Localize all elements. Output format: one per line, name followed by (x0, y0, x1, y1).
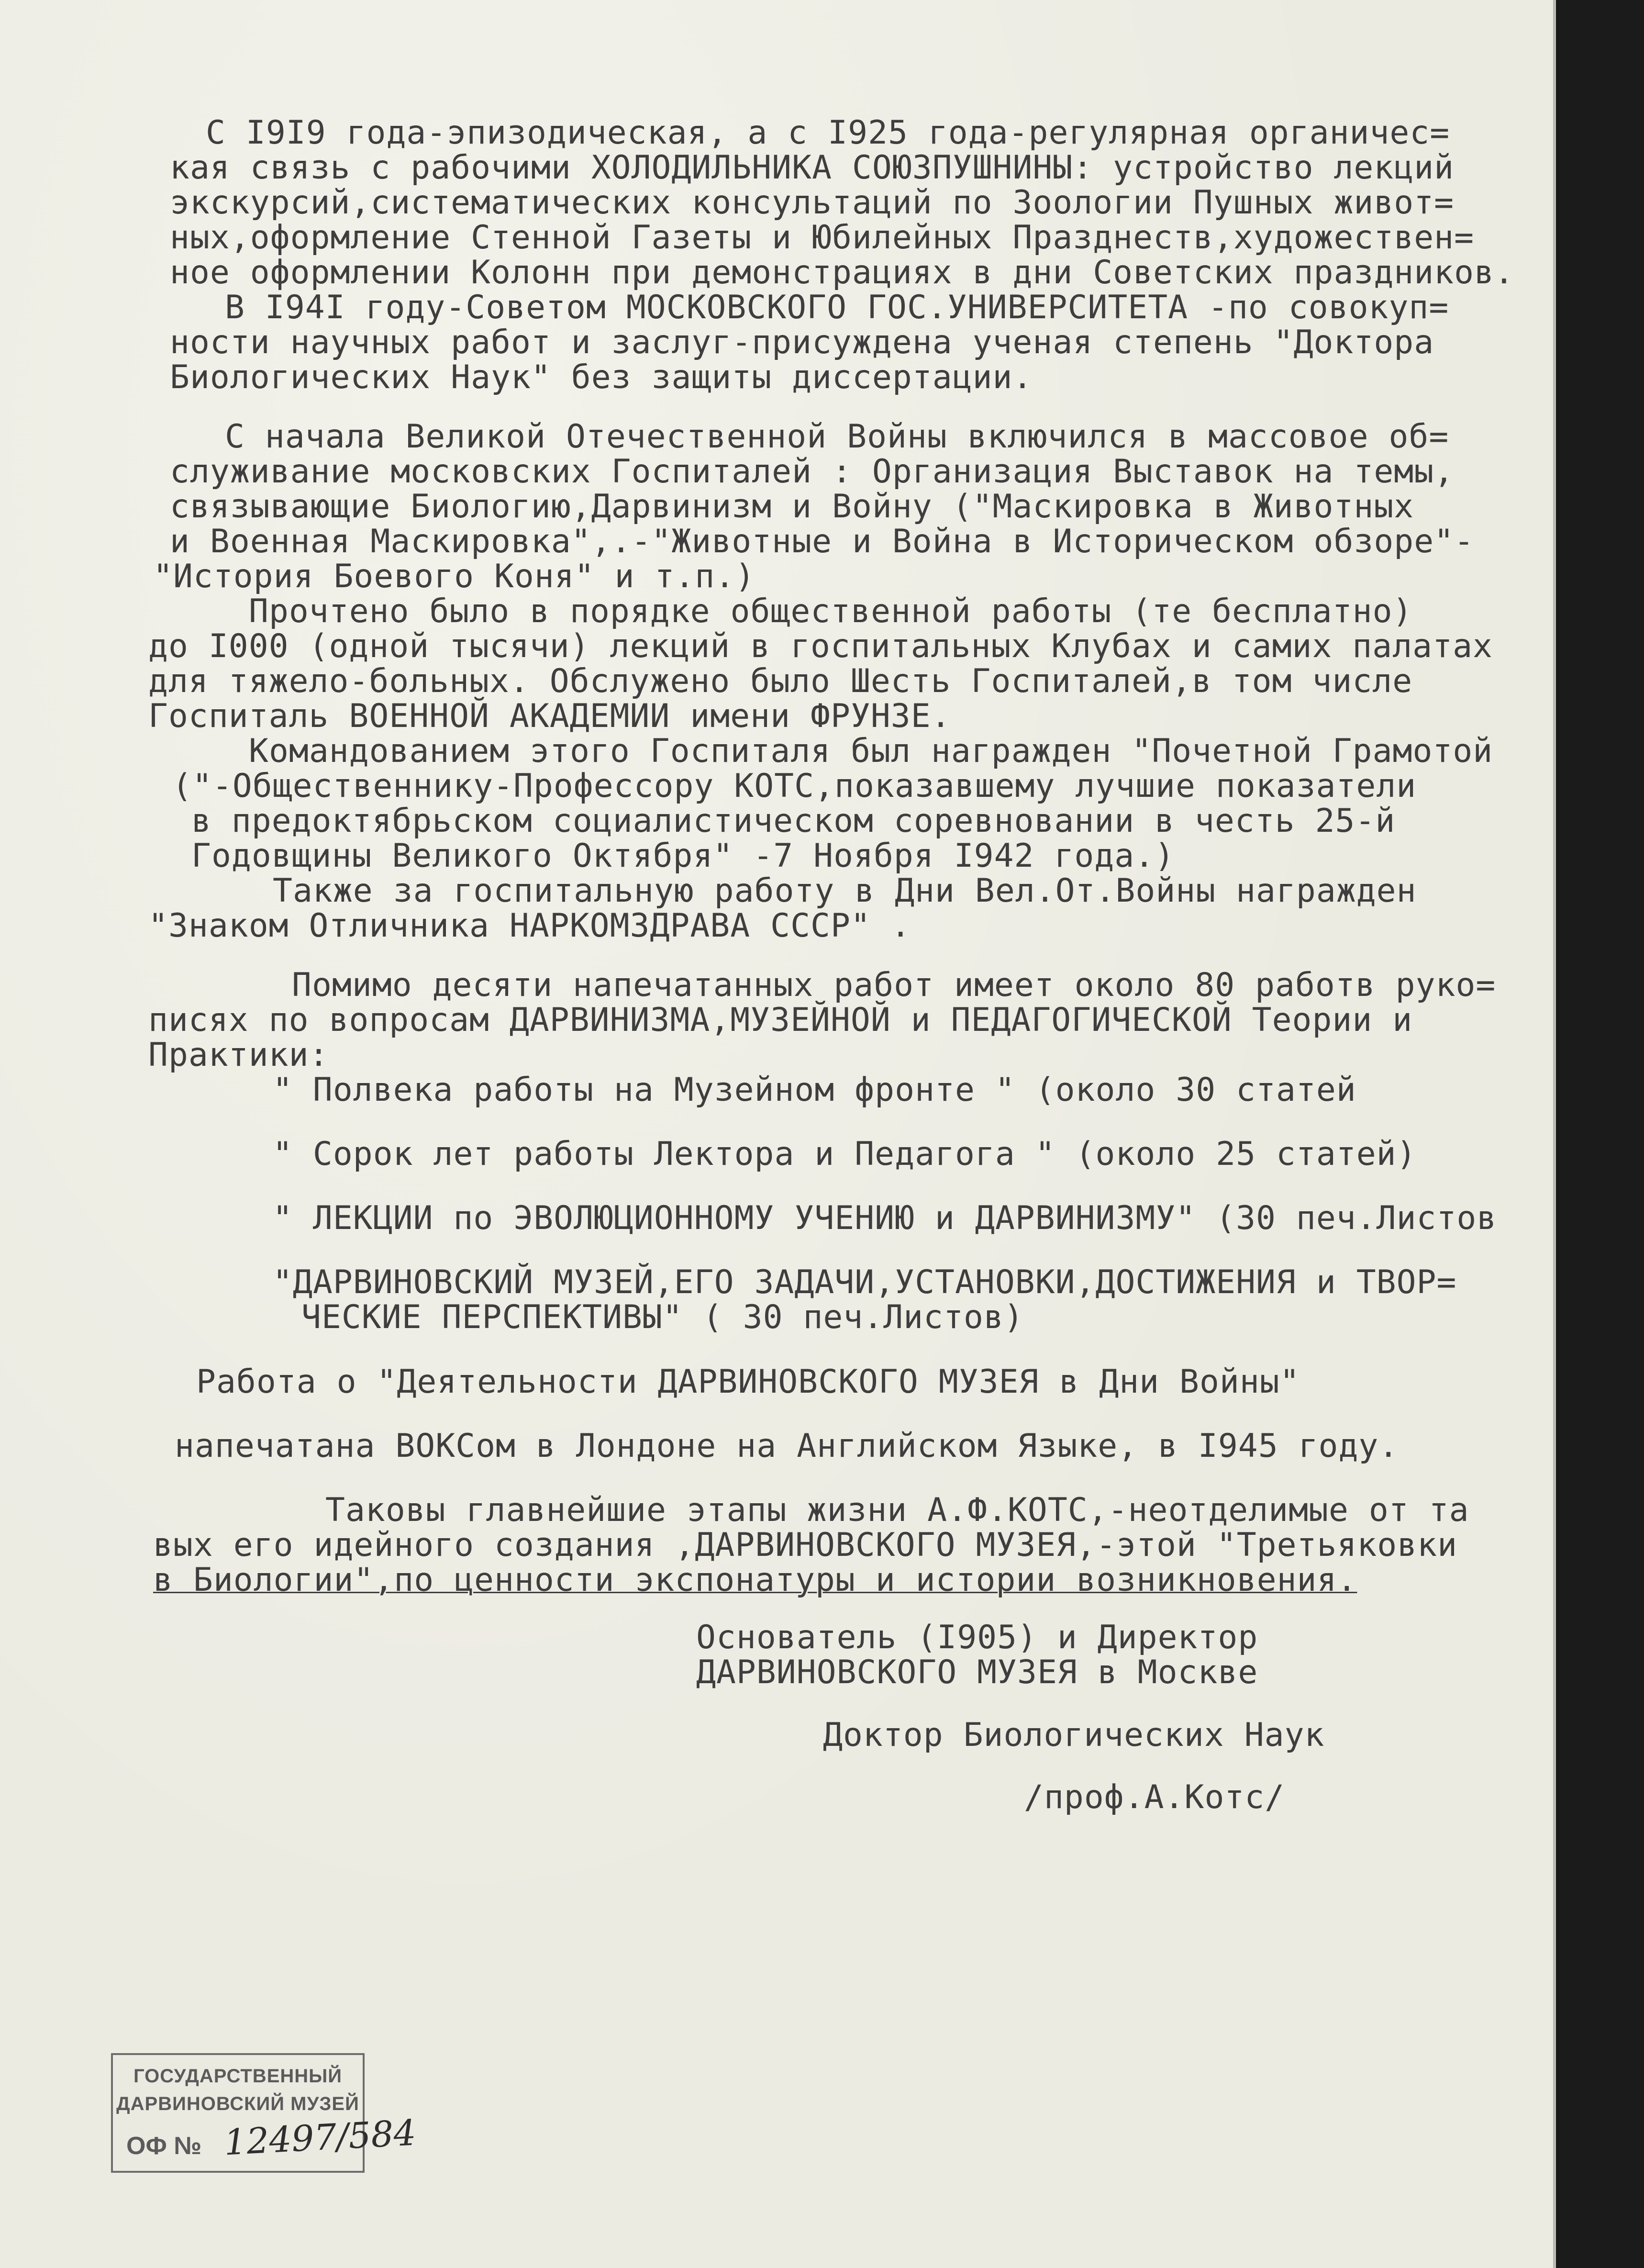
signature-name: /проф.А.Котс/ (1024, 1778, 1285, 1816)
text-line: ности научных работ и заслуг-присуждена ученая степень "Доктора (170, 324, 1434, 361)
text-line: в предоктябрьском социалистическом соревновании в честь 25-й (191, 802, 1396, 840)
text-line: кая связь с рабочими ХОЛОДИЛЬНИКА СОЮЗПУШНИНЫ: устройство лекций (170, 149, 1455, 187)
text-line: ное оформлении Колонн при демонстрациях в дни Советских праздников. (170, 254, 1514, 291)
text-line: писях по вопросам ДАРВИНИЗМА,МУЗЕЙНОЙ и ПЕДАГОГИЧЕСКОЙ Теории и (148, 1001, 1413, 1039)
text-line: до I000 (одной тысячи) лекций в госпитальных Клубах и самих палатах (148, 627, 1493, 665)
text-line: вых его идейного создания ,ДАРВИНОВСКОГО МУЗЕЯ,-этой "Третьяковки (153, 1526, 1458, 1564)
text-line: Таковы главнейшие этапы жизни А.Ф.КОТС,-неотделимые от та (325, 1491, 1469, 1529)
stamp-handwritten-number: 12497/584 (223, 2112, 417, 2164)
text-line: Биологических Наук" без защиты диссертации. (170, 358, 1033, 396)
text-line: Также за госпитальную работу в Дни Вел.От.Войны награжден (273, 872, 1417, 910)
archive-stamp (111, 2053, 417, 2173)
text-line: " Полвека работы на Музейном фронте " (около 30 статей (273, 1071, 1356, 1109)
text-line: для тяжело-больных. Обслужено было Шесть Госпиталей,в том числе (148, 662, 1413, 700)
text-line: Помимо десяти напечатанных работ имеет около 80 работв руко= (292, 966, 1496, 1004)
text-line: "Знаком Отличника НАРКОМЗДРАВА СССР" . (148, 907, 911, 945)
page-edge-shadow (1553, 0, 1561, 2268)
text-line: "История Боевого Коня" и т.п.) (153, 558, 755, 595)
text-line: В I94I году-Советом МОСКОВСКОГО ГОС.УНИВЕРСИТЕТА -по совокуп= (225, 289, 1449, 326)
text-line: ЧЕСКИЕ ПЕРСПЕКТИВЫ" ( 30 печ.Листов) (301, 1298, 1024, 1336)
text-line: Годовщины Великого Октября" -7 Ноября I942 года.) (191, 837, 1175, 875)
stamp-line-2: ДАРВИНОВСКИЙ МУЗЕЙ (116, 2093, 359, 2114)
text-line: " Сорок лет работы Лектора и Педагога " (около 25 статей) (273, 1135, 1417, 1173)
signature-degree: Доктор Биологических Наук (823, 1716, 1325, 1754)
text-line: экскурсий,систематических консультаций по Зоологии Пушных живот= (170, 184, 1455, 222)
text-line: С I9I9 года-эпизодическая, а с I925 года-регулярная органичес= (206, 114, 1450, 152)
text-line: Командованием этого Госпиталя был награжден "Почетной Грамотой (249, 732, 1493, 770)
text-line: и Военная Маскировка",.-"Животные и Война в Историческом обзоре"- (170, 523, 1475, 560)
text-line: "ДАРВИНОВСКИЙ МУЗЕЙ,ЕГО ЗАДАЧИ,УСТАНОВКИ,ДОСТИЖЕНИЯ и ТВОР= (273, 1263, 1457, 1301)
stamp-number-label: ОФ № (126, 2132, 202, 2160)
signature-title: Основатель (I905) и Директор (696, 1619, 1258, 1656)
text-line: Прочтено было в порядке общественной работы (те бесплатно) (249, 592, 1413, 630)
text-line: С начала Великой Отечественной Войны включился в массовое об= (225, 418, 1449, 456)
text-line: связывающие Биологию,Дарвинизм и Войну ("Маскировка в Животных (170, 488, 1414, 525)
text-line: напечатана ВОКСом в Лондоне на Английском Языке, в I945 году. (175, 1427, 1399, 1465)
text-line: ("-Общественнику-Профессору КОТС,показавшему лучшие показатели (172, 767, 1417, 805)
signature-museum: ДАРВИНОВСКОГО МУЗЕЯ в Москве (696, 1654, 1258, 1691)
text-line: Работа о "Деятельности ДАРВИНОВСКОГО МУЗЕЯ в Дни Войны" (196, 1363, 1300, 1401)
stamp-line-1: ГОСУДАРСТВЕННЫЙ (133, 2066, 343, 2087)
text-line: " ЛЕКЦИИ по ЭВОЛЮЦИОННОМУ УЧЕНИЮ и ДАРВИНИЗМУ" (30 печ.Листов (273, 1199, 1497, 1237)
text-line: Госпиталь ВОЕННОЙ АКАДЕМИИ имени ФРУНЗЕ. (148, 697, 951, 735)
text-line: служивание московских Госпиталей : Организация Выставок на темы, (170, 453, 1455, 491)
text-line: в Биологии",по ценности экспонатуры и истории возникновения. (153, 1561, 1357, 1599)
text-line: Практики: (148, 1036, 329, 1074)
text-line: ных,оформление Стенной Газеты и Юбилейных Празднеств,художествен= (170, 219, 1475, 257)
